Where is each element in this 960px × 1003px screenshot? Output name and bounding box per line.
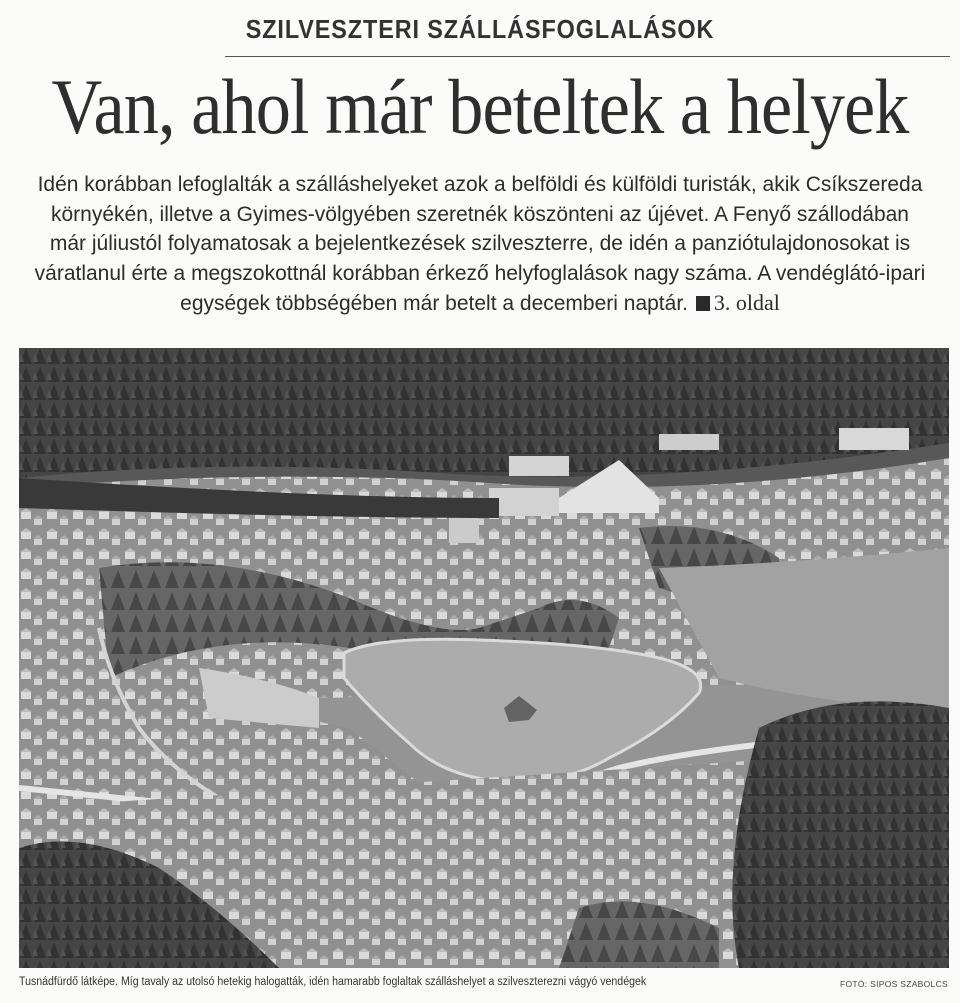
section-kicker: SZILVESZTERI SZÁLLÁSFOGLALÁSOK xyxy=(245,14,715,44)
lead-paragraph xyxy=(20,170,940,319)
page-ref: 3. oldal xyxy=(713,290,780,315)
lead-line-1: Idén korábban lefoglalták a szálláshelyeket azok a belföldi és külföldi turisták, akik Csíkszereda xyxy=(37,173,923,196)
lead-line-5: egységek többségében már betelt a decemberi naptár. xyxy=(180,292,688,315)
grain-overlay xyxy=(19,348,949,968)
photo-caption: Tusnádfürdő látképe. Míg tavaly az utolsó hetekig halogatták, idén hamarabb foglaltak szálláshelyet a szilveszterezni vágyó vendégek xyxy=(19,976,647,988)
lead-line-4: váratlanul érte a megszokottnál korábban érkező helyfoglalások nagy száma. A vendéglátó-ipari xyxy=(34,261,926,285)
lead-line-3: már júliustól folyamatosak a bejelentkezések szilveszterre, de idén a panziótulajdonosokat is xyxy=(49,232,911,255)
lead-line-2: környékén, illetve a Gyimes-völgyében szeretnék köszönteni az újévet. A Fenyő szállodában xyxy=(51,202,909,226)
photo-credit: FOTÓ: SIPOS SZABOLCS xyxy=(839,979,948,989)
landscape-photo xyxy=(19,348,949,968)
kicker-rule xyxy=(225,56,950,57)
page-ref-marker-icon xyxy=(696,296,710,311)
photo-illustration xyxy=(19,348,949,968)
headline: Van, ahol már beteltek a helyek xyxy=(51,63,909,150)
